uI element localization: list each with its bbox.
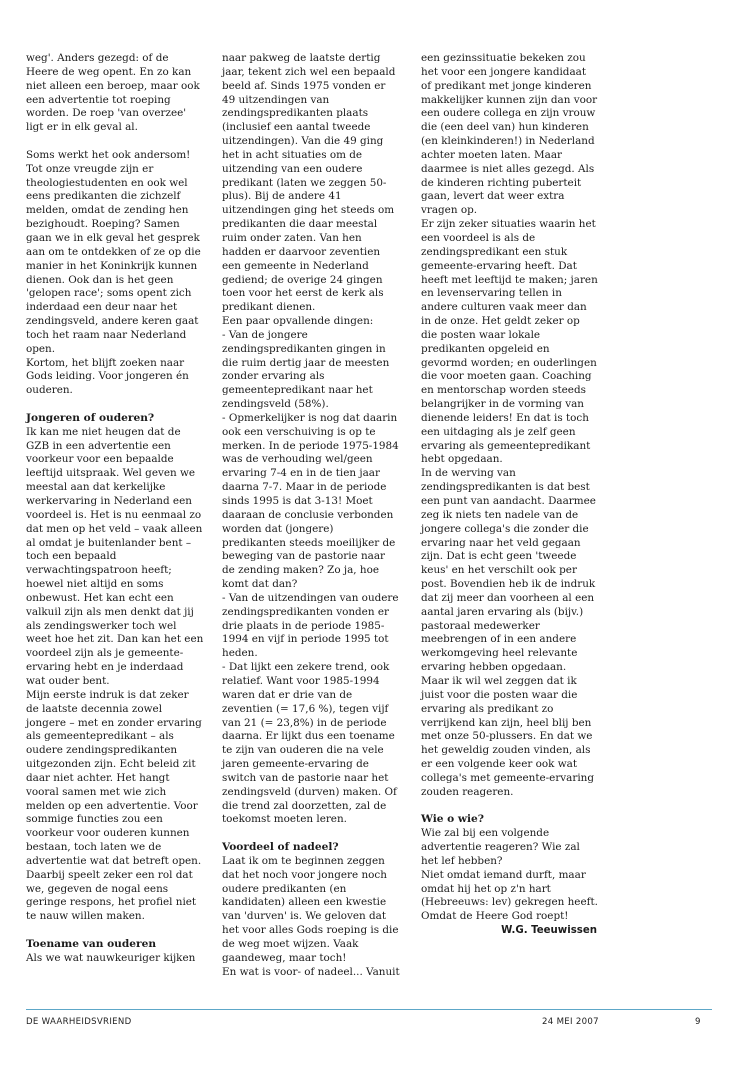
article-column-2 (222, 52, 400, 980)
section-heading: Wie o wie? (421, 813, 485, 826)
paragraph: Wie zal bij een volgende advertentie reageren? Wie zal het lef hebben? Niet omdat iemand durft, maar omdat hij het op z'n hart (Hebreeuws: lev) gekregen heeft. Omdat de Heere God roept! (421, 827, 598, 923)
section-heading: Jongeren of ouderen? (26, 411, 155, 424)
footer-divider (26, 1009, 712, 1010)
paragraph: Soms werkt het ook andersom! Tot onze vreugde zijn er theologiestudenten en ook wel eens predikanten die zichzelf melden, omdat de zending hen bezighoudt. Roeping? Samen gaan we in elk geval het gesprek aan om te ontdekken of ze op die manier in het Koninkrijk kunnen dienen. Ook dan is het geen 'gelopen race'; soms opent zich inderdaad een deur naar het zendingsveld, andere keren gaat toch het raam naar Nederland open. Kortom, het blijft zoeken naar Gods leiding. Voor jongeren én ouderen. (26, 148, 201, 397)
paragraph: Als we wat nauwkeuriger kijken (26, 951, 196, 964)
paragraph: Ik kan me niet heugen dat de GZB in een advertentie een voorkeur voor een bepaalde leeftijd uitspraak. Wel geven we meestal aan dat kerkelijke werkervaring in Nederland een voordeel is. Het is nu eenmaal zo dat men op het veld – vaak alleen al omdat je buitenlander bent – toch een bepaald verwachtingspatroon heeft; hoewel niet altijd en soms onbewust. Het kan echt een valkuil zijn als men denkt dat jij als zendingswerker toch wel weet hoe het zit. Dan kan het een voordeel zijn als je gemeente-ervaring hebt en je inderdaad wat ouder bent. Mijn eerste indruk is dat zeker de laatste decennia zowel jongere – met en zonder ervaring als gemeentepredikant – als oudere zendingspredikanten uitgezonden zijn. Echt beleid zit daar niet achter. Het hangt vooral samen met wie zich melden op een advertentie. Voor sommige functies zou een voorkeur voor ouderen kunnen bestaan, toch laten we de advertentie wat dat betreft open. Daarbij speelt zeker een rol dat we, gegeven de nogal eens geringe respons, het profiel niet te nauw willen maken. (26, 425, 204, 923)
article-column-1 (26, 52, 204, 966)
author-signature: W.G. Teeuwissen (501, 925, 597, 937)
article-column-3 (421, 52, 599, 938)
section-heading: Voordeel of nadeel? (222, 841, 339, 854)
section-heading: Toename van ouderen (26, 938, 157, 950)
paragraph: weg'. Anders gezegd: of de Heere de weg opent. En zo kan niet alleen een beroep, maar ook een advertentie tot roeping worden. De roep 'van overzee' ligt er in elk geval al. (26, 52, 204, 134)
page-number: 9 (695, 1017, 701, 1027)
paragraph: een gezinssituatie bekeken zou het voor een jongere kandidaat of predikant met jonge kinderen makkelijker kunnen zijn dan voor een oudere collega en zijn vrouw die (een deel van) hun kinderen (en kleinkinderen!) in Nederland achter moeten laten. Maar daarmee is niet alles gezegd. Als de kinderen richting puberteit gaan, levert dat weer extra vragen op. Er zijn zeker situaties waarin het een voordeel is als de zendingspredikant een stuk gemeente-ervaring heeft. Dat heeft met leeftijd te maken; jaren en levenservaring tellen in andere culturen vaak meer dan in de onze. Het geldt zeker op die posten waar lokale predikanten opgeleid en gevormd worden; en ouderlingen die voor moeten gaan. Coaching en mentorschap worden steeds belangrijker in de vorming van dienende leiders! En dat is toch een uitdaging als je zelf geen ervaring als gemeentepredikant hebt opgedaan. In de werving van zendingspredikanten is dat best een punt van aandacht. Daarmee zeg ik niets ten nadele van de jongere collega's die zonder die ervaring naar het veld gegaan zijn. Dat is echt geen 'tweede keus' en het verschilt ook per post. Bovendien heb ik de indruk dat zij meer dan voorheen al een aantal jaren ervaring als (bijv.) pastoraal medewerker meebrengen of in een andere werkomgeving heel relevante ervaring hebben opgedaan. Maar ik wil wel zeggen dat ik juist voor die posten waar die ervaring als predikant zo verrijkend kan zijn, heel blij ben met onze 50-plussers. En dat we het geweldig zouden vinden, als er een volgende keer ook wat collega's met gemeente-ervaring zouden reageren. (421, 52, 598, 798)
paragraph: naar pakweg de laatste dertig jaar, tekent zich wel een bepaald beeld af. Sinds 1975 vonden er 49 uitzendingen van zendingspredikanten plaats (inclusief een aantal tweede uitzendingen). Van die 49 ging het in acht situaties om de uitzending van een oudere predikant (laten we zeggen 50-plus). Bij de andere 41 uitzendingen ging het steeds om predikanten die daar meestal ruim onder zaten. Van hen hadden er daarvoor zeventien een gemeente in Nederland gediend; de overige 24 gingen toen voor het eerst de kerk als predikant dienen. Een paar opvallende dingen: - Van de jongere zendingspredikanten gingen in die ruim dertig jaar de meesten zonder ervaring als gemeentepredikant naar het zendingsveld (58%). - Opmerkelijker is nog dat daarin ook een verschuiving is op te merken. In de periode 1975-1984 was de verhouding wel/geen ervaring 7-4 en in de tien jaar daarna 7-7. Maar in de periode sinds 1995 is dat 3-13! Moet daaraan de conclusie verbonden worden dat (jongere) predikanten steeds moeilijker de beweging van de pastorie naar de zending maken? Zo ja, hoe komt dat dan? - Van de uitzendingen van oudere zendingspredikanten vonden er drie plaats in de periode 1985-1994 en vijf in periode 1995 tot heden. - Dat lijkt een zekere trend, ook relatief. Want voor 1985-1994 waren dat er drie van de zeventien (= 17,6 %), tegen vijf van 21 (= 23,8%) in de periode daarna. Er lijkt dus een toename te zijn van ouderen die na vele jaren gemeente-ervaring de switch van de pastorie naar het zendingsveld (durven) maken. Of die trend zal doorzetten, zal de toekomst moeten leren. (222, 52, 399, 826)
publication-name: DE WAARHEIDSVRIEND (26, 1017, 132, 1027)
paragraph: Laat ik om te beginnen zeggen dat het noch voor jongere noch oudere predikanten (en kandidaten) alleen een kwestie van 'durven' is. We geloven dat het voor alles Gods roeping is die de weg moet wijzen. Vaak gaandeweg, maar toch! En wat is voor- of nadeel... Vanuit (222, 854, 400, 978)
issue-date: 24 MEI 2007 (542, 1017, 599, 1027)
